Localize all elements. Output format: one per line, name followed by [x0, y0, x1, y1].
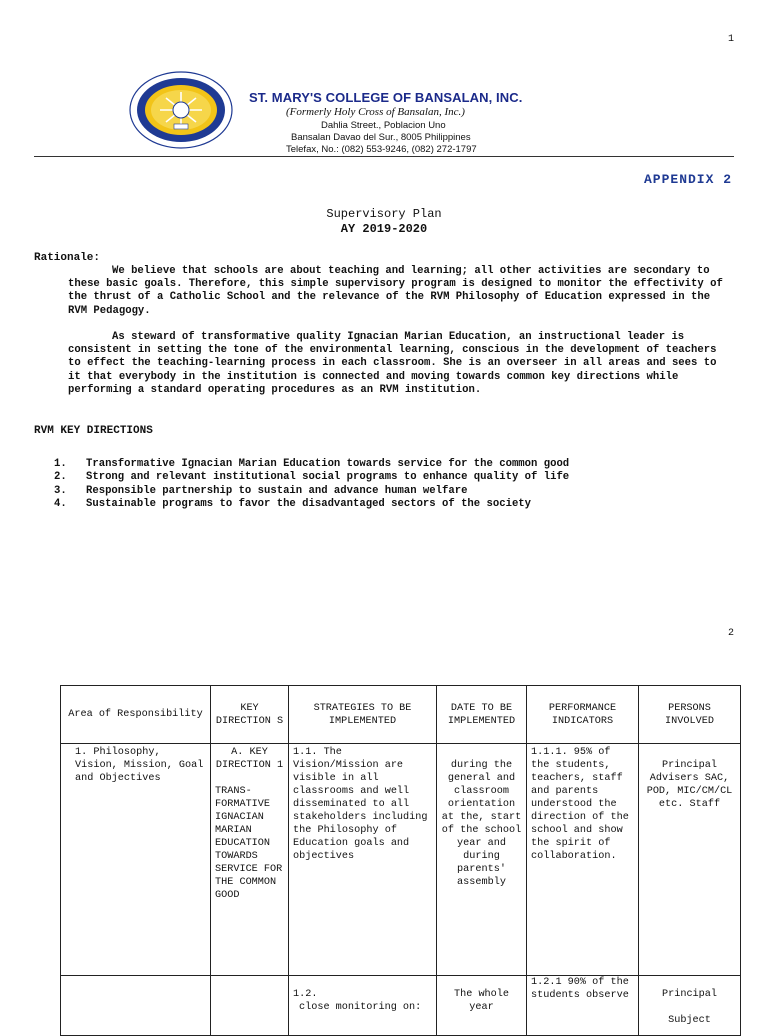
school-logo: [128, 70, 234, 150]
list-item-text: Responsible partnership to sustain and advance human welfare: [86, 484, 468, 497]
column-header-performance: PERFORMANCE INDICATORS: [527, 686, 639, 744]
rationale-paragraph-1: We believe that schools are about teaching and learning; all other activities are secondary to these basic goals. Therefore, this simple supervisory program is designed to monitor the effectivity of the thrust of a Catholic School and the relevance of the RVM Philosophy of Education expressed in the RVM Pedagogy.: [68, 265, 723, 317]
former-name: (Formerly Holy Cross of Bansalan, Inc.): [286, 106, 465, 118]
supervisory-plan-table: [60, 685, 741, 1036]
strategy-text: close monitoring on:: [299, 1002, 422, 1013]
list-item-text: Transformative Ignacian Marian Education towards service for the common good: [86, 458, 570, 470]
rationale-heading: Rationale:: [34, 252, 101, 264]
table-header-row: [61, 686, 741, 744]
cell-area: [61, 976, 211, 1036]
list-item: [54, 471, 569, 484]
list-item-number: 1.: [54, 458, 67, 470]
column-header-strategies: STRATEGIES TO BE IMPLEMENTED: [289, 686, 437, 744]
cell-date: during the general and classroom orientation at the, start of the school year and during parents' assembly: [437, 744, 527, 976]
cell-performance: 1.2.1 90% of the students observe: [527, 976, 639, 1036]
column-header-persons: PERSONS INVOLVED: [639, 686, 741, 744]
column-header-area: Area of Responsibility: [61, 686, 211, 744]
list-item-number: 4.: [54, 498, 67, 511]
table-row: [61, 976, 741, 1036]
list-item-number: 3.: [54, 484, 67, 497]
rvm-key-directions-list: [54, 458, 569, 512]
person-principal: Principal: [661, 989, 718, 1000]
rvm-key-directions-heading: RVM KEY DIRECTIONS: [34, 425, 153, 437]
school-street: Dahlia Street., Poblacion Uno: [321, 120, 446, 131]
appendix-label: APPENDIX 2: [643, 172, 732, 187]
column-header-key-direction: KEY DIRECTION S: [211, 686, 289, 744]
cell-date: The whole year: [437, 976, 527, 1036]
school-telefax: Telefax, No.: (082) 553-9246, (082) 272-1797: [286, 144, 477, 155]
list-item: [54, 498, 569, 511]
page-number: 2: [727, 628, 734, 639]
rationale-paragraph-2: As steward of transformative quality Ignacian Marian Education, an instructional leader is consistent in setting the tone of the environmental learning, conscious in the development of teachers to effect the teaching-learning process in each classroom. She is an overseer in all areas and sees to it that everybody in the institution is connected and moving towards common key directions while performing a standard operating procedures as an RVM institution.: [68, 331, 717, 396]
school-city: Bansalan Davao del Sur., 8005 Philippines: [291, 132, 471, 143]
cell-key-direction: [211, 976, 289, 1036]
person-subject: Subject: [668, 1015, 711, 1026]
cell-persons: [639, 976, 741, 1036]
cell-area: 1. Philosophy, Vision, Mission, Goal and Objectives: [61, 744, 211, 976]
list-item: [54, 485, 569, 498]
document-title: Supervisory Plan: [326, 207, 442, 221]
list-item-text: Sustainable programs to favor the disadvantaged sectors of the society: [86, 498, 532, 511]
list-item-number: 2.: [54, 471, 67, 484]
key-direction-title: A. KEY DIRECTION 1: [215, 747, 284, 771]
academic-year: AY 2019-2020: [340, 222, 428, 236]
cell-persons: Principal Advisers SAC, POD, MIC/CM/CL etc. Staff: [639, 744, 741, 976]
cell-key-direction: [211, 744, 289, 976]
cell-strategy: [289, 976, 437, 1036]
strategy-number: 1.2.: [293, 989, 318, 1000]
header-divider: [34, 156, 734, 157]
page-number: 1: [727, 34, 734, 45]
list-item-text: Strong and relevant institutional social programs to enhance quality of life: [86, 471, 570, 484]
cell-strategy: 1.1. The Vision/Mission are visible in all classrooms and well disseminated to all stakeholders including the Philosophy of Education goals and objectives: [289, 744, 437, 976]
key-direction-text: TRANS-FORMATIVE IGNACIAN MARIAN EDUCATION TOWARDS SERVICE FOR THE COMMON GOOD: [215, 786, 283, 901]
table-row: [61, 744, 741, 976]
list-item: [54, 458, 569, 471]
cell-performance: 1.1.1. 95% of the students, teachers, staff and parents understood the direction of the school and show the spirit of collaboration.: [527, 744, 639, 976]
column-header-date: DATE TO BE IMPLEMENTED: [437, 686, 527, 744]
school-name: ST. MARY'S COLLEGE OF BANSALAN, INC.: [249, 90, 523, 105]
